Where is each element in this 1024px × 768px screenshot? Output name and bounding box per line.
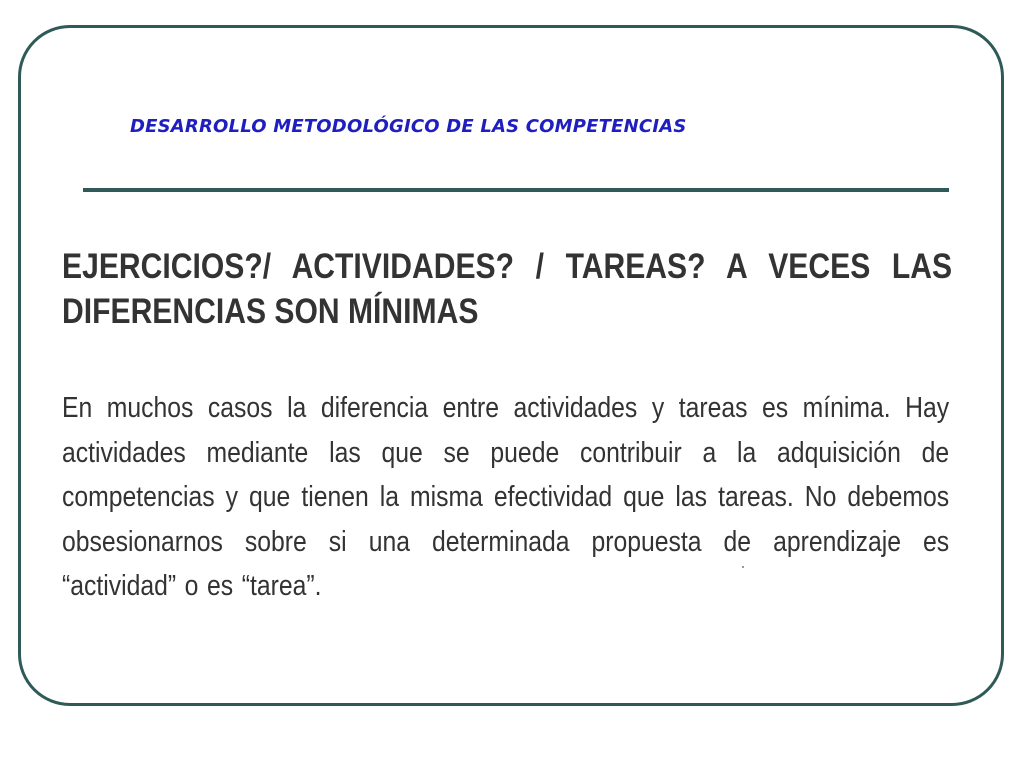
slide-title: DESARROLLO METODOLÓGICO DE LAS COMPETENCIAS <box>130 116 687 137</box>
stray-dot <box>742 566 744 568</box>
content-paragraph: En muchos casos la diferencia entre actividades y tareas es mínima. Hay actividades mediante las que se puede contribuir a la adquisición de competencias y que tienen la misma efectividad que las tareas. No debemos obsesionarnos sobre si una determinada propuesta de aprendizaje es “actividad” o es “tarea”. <box>62 392 950 602</box>
content-heading: EJERCICIOS?/ ACTIVIDADES? / TAREAS? A VECES LAS DIFERENCIAS SON MÍNIMAS <box>62 247 953 331</box>
title-divider <box>83 188 949 192</box>
